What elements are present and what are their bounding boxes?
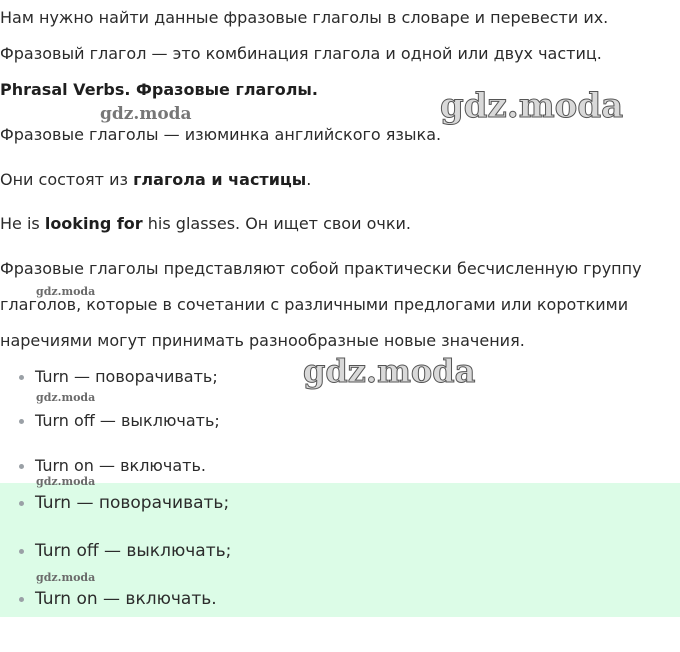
- example-bold: looking for: [44, 214, 143, 233]
- example-prefix: He is: [0, 214, 45, 233]
- intro-text: Нам нужно найти данные фразовые глаголы в словаре и перевести их.: [0, 8, 609, 27]
- example-text: [0, 214, 411, 234]
- section-heading: Phrasal Verbs. Фразовые глаголы.: [0, 80, 318, 99]
- consist-bold: глагола и частицы: [133, 170, 307, 189]
- answer-box: [0, 483, 680, 617]
- bullet-icon: [19, 549, 24, 554]
- list-item-text: Turn — поворачивать;: [35, 493, 230, 513]
- list-item-text: Turn — поворачивать;: [35, 367, 218, 386]
- list-item-text: Turn on — включать.: [35, 589, 217, 609]
- watermark: gdz.moda: [303, 352, 476, 390]
- example-suffix: his glasses. Он ищет свои очки.: [142, 214, 411, 233]
- bullet-icon: [19, 375, 24, 380]
- watermark: gdz.moda: [36, 285, 96, 298]
- definition-text: Фразовый глагол — это комбинация глагола и одной или двух частиц.: [0, 44, 602, 63]
- group-text-line-1: Фразовые глаголы представляют собой практически бесчисленную группу: [0, 259, 642, 278]
- list-item-text: Turn on — включать.: [35, 456, 206, 475]
- consist-suffix: .: [306, 170, 312, 189]
- list-item-text: Turn off — выключать;: [35, 411, 220, 430]
- highlight-text: Фразовые глаголы — изюминка английского языка.: [0, 125, 442, 144]
- watermark: gdz.moda: [440, 86, 624, 126]
- bullet-icon: [19, 464, 24, 469]
- consist-text: [0, 170, 311, 190]
- watermark: gdz.moda: [36, 571, 96, 584]
- consist-prefix: Они состоят из: [0, 170, 134, 189]
- watermark: gdz.moda: [36, 391, 96, 404]
- group-text-line-3: наречиями могут принимать разнообразные новые значения.: [0, 331, 525, 350]
- bullet-icon: [19, 501, 24, 506]
- group-text-line-2: глаголов, которые в сочетании с различными предлогами или короткими: [0, 295, 629, 314]
- bullet-icon: [19, 419, 24, 424]
- bullet-icon: [19, 597, 24, 602]
- list-item-text: Turn off — выключать;: [35, 541, 232, 561]
- watermark: gdz.moda: [36, 475, 96, 488]
- watermark: gdz.moda: [100, 104, 192, 124]
